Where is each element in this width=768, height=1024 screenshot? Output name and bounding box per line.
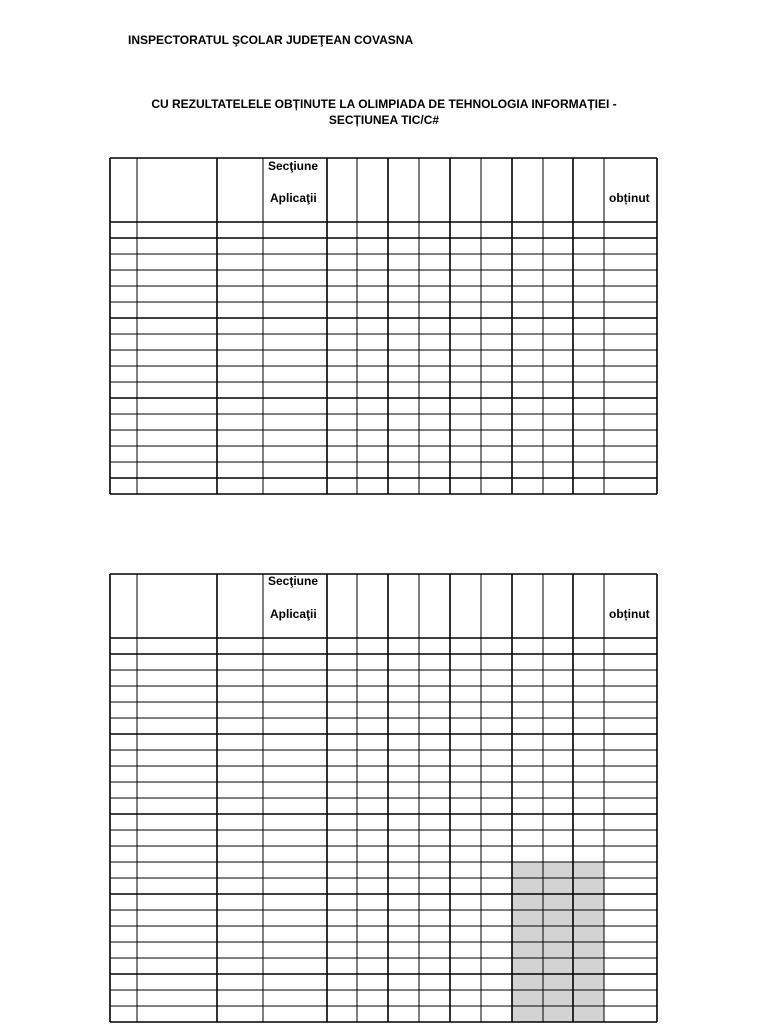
table-1-header-result: obținut bbox=[609, 191, 650, 205]
document-title-line-1: CU REZULTATELELE OBȚINUTE LA OLIMPIADA DE TEHNOLOGIA INFORMAȚIEI - bbox=[151, 97, 617, 111]
inspectorate-name: INSPECTORATUL ŞCOLAR JUDEŢEAN COVASNA bbox=[128, 33, 414, 47]
table-2-header-apps: Aplicaţii bbox=[270, 607, 317, 621]
document-title-line-2: SECȚIUNEA TIC/C# bbox=[328, 113, 440, 127]
table-2-header-section: Secţiune bbox=[268, 574, 319, 588]
table-2-header-result: obținut bbox=[609, 607, 650, 621]
table-1-header-section: Secţiune bbox=[268, 159, 319, 173]
table-1-header-apps: Aplicaţii bbox=[270, 191, 317, 205]
